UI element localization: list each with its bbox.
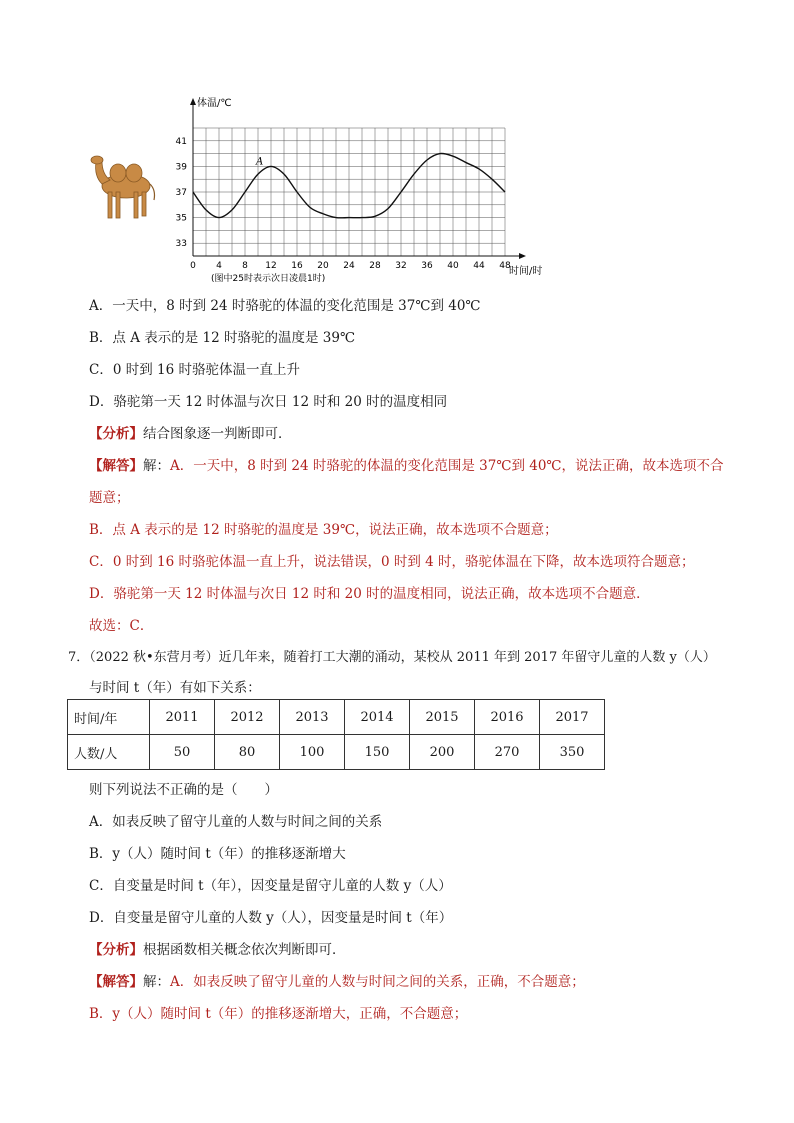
x-tick-label: 12 [265, 261, 277, 271]
q6-answer: 故选：C． [89, 618, 154, 634]
chart-axes [190, 98, 526, 259]
y-axis-label: 体温/℃ [197, 98, 232, 109]
q6-solution-tag: 【解答】 [89, 458, 143, 474]
q6-solution-lead: 解： [143, 458, 170, 474]
y-axis-arrow [190, 98, 196, 105]
q6-analysis-text: 结合图象逐一判断即可． [143, 426, 292, 442]
q7-solution-b: B．y（人）随时间 t（年）的推移逐渐增大，正确，不合题意； [89, 1006, 468, 1022]
table-row [68, 735, 605, 770]
table-header-count: 人数/人 [68, 735, 150, 770]
q7-option-c: C．自变量是时间 t（年），因变量是留守儿童的人数 y（人） [89, 878, 452, 894]
table-cell: 150 [345, 735, 410, 770]
x-axis-arrow [519, 253, 526, 259]
x-tick-label: 4 [216, 261, 222, 271]
q7-solution-a [89, 970, 585, 990]
q7-analysis [89, 938, 346, 958]
table-cell: 80 [215, 735, 280, 770]
table-cell: 2015 [410, 700, 475, 735]
table-cell: 350 [540, 735, 605, 770]
table-cell: 2014 [345, 700, 410, 735]
q7-option-b: B．y（人）随时间 t（年）的推移逐渐增大 [89, 846, 346, 862]
q6-analysis [89, 422, 292, 442]
table-row [68, 700, 605, 735]
table-cell: 2012 [215, 700, 280, 735]
q7-data-table [67, 699, 605, 770]
q7-analysis-tag: 【分析】 [89, 942, 143, 958]
chart-ticks [176, 137, 511, 271]
x-tick-label: 20 [317, 261, 329, 271]
q6-solution-d: D．骆驼第一天 12 时体温与次日 12 时和 20 时的温度相同，说法正确，故本选项不合题意． [89, 586, 650, 602]
x-tick-label: 32 [395, 261, 407, 271]
q7-stem-line2: 与时间 t（年）有如下关系： [89, 680, 261, 696]
table-cell: 2016 [475, 700, 540, 735]
y-tick-label: 35 [175, 213, 187, 224]
q6-option-c: C．0 时到 16 时骆驼体温一直上升 [89, 362, 300, 378]
q7-question: 则下列说法不正确的是（ ） [89, 782, 278, 798]
q7-option-a: A．如表反映了留守儿童的人数与时间之间的关系 [89, 814, 383, 830]
x-tick-label: 28 [369, 261, 381, 271]
chart-grid [193, 128, 505, 256]
x-tick-label: 8 [242, 261, 248, 271]
table-cell: 2011 [150, 700, 215, 735]
x-tick-label: 16 [291, 261, 303, 271]
x-tick-label: 36 [421, 261, 433, 271]
q7-analysis-text: 根据函数相关概念依次判断即可． [143, 942, 346, 958]
table-header-year: 时间/年 [68, 700, 150, 735]
q7-solution-a-text: A．如表反映了留守儿童的人数与时间之间的关系，正确，不合题意； [170, 974, 585, 990]
q6-option-b: B．点 A 表示的是 12 时骆驼的温度是 39℃ [89, 330, 356, 346]
temperature-chart [88, 96, 543, 291]
table-cell: 270 [475, 735, 540, 770]
q7-option-d: D．自变量是留守儿童的人数 y（人），因变量是时间 t（年） [89, 910, 453, 926]
y-tick-label: 41 [175, 136, 187, 147]
q6-solution-a [89, 454, 724, 474]
q7-solution-tag: 【解答】 [89, 974, 143, 990]
x-tick-label: 48 [499, 261, 511, 271]
x-tick-label: 0 [190, 261, 196, 271]
table-cell: 200 [410, 735, 475, 770]
table-cell: 100 [280, 735, 345, 770]
q6-solution-a-cont: 题意； [89, 490, 130, 506]
x-tick-label: 40 [447, 261, 459, 271]
table-cell: 2013 [280, 700, 345, 735]
y-tick-label: 37 [175, 188, 187, 198]
q7-solution-lead: 解： [143, 974, 170, 990]
point-a-label: A [256, 156, 264, 168]
q6-solution-a-text: A．一天中，8 时到 24 时骆驼的体温的变化范围是 37℃到 40℃，说法正确，故本选项不合 [170, 458, 724, 474]
q6-option-d: D．骆驼第一天 12 时体温与次日 12 时和 20 时的温度相同 [89, 394, 448, 410]
y-tick-label: 39 [175, 162, 187, 173]
q6-analysis-tag: 【分析】 [89, 426, 143, 442]
x-tick-label: 44 [473, 261, 485, 271]
q7-stem-line1: 7．（2022 秋•东营月考）近几年来，随着打工大潮的涌动，某校从 2011 年到 2017 年留守儿童的人数 y（人） [68, 650, 716, 665]
y-tick-label: 33 [175, 239, 187, 250]
q6-solution-b: B．点 A 表示的是 12 时骆驼的温度是 39℃，说法正确，故本选项不合题意； [89, 522, 558, 538]
table-cell: 2017 [540, 700, 605, 735]
q6-option-a: A．一天中，8 时到 24 时骆驼的体温的变化范围是 37℃到 40℃ [89, 298, 481, 314]
q6-solution-c: C．0 时到 16 时骆驼体温一直上升，说法错误，0 时到 4 时，骆驼体温在下降，故本选项符合题意； [89, 554, 695, 570]
x-tick-label: 24 [343, 261, 355, 271]
table-cell: 50 [150, 735, 215, 770]
x-axis-label: 时间/时 [509, 266, 543, 277]
chart-note: (图中25时表示次日凌晨1时) [211, 274, 326, 284]
